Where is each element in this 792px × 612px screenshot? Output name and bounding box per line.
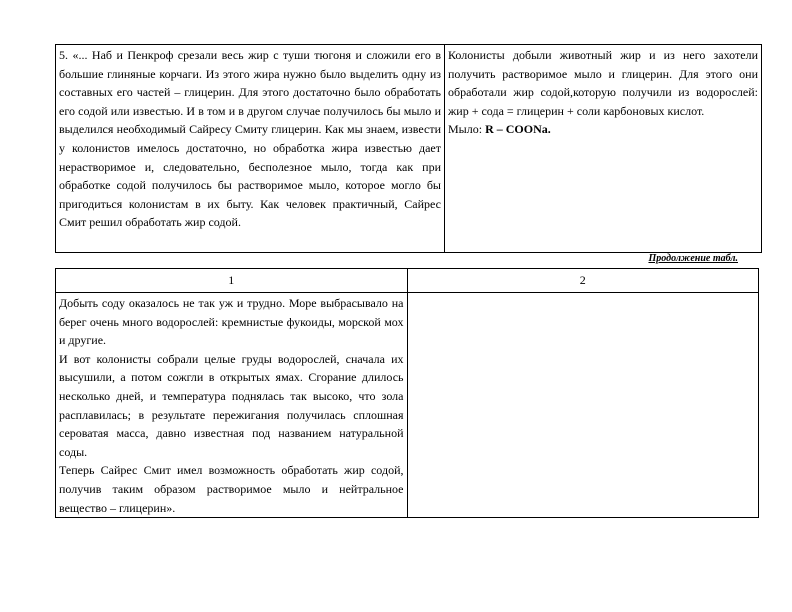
empty-answer-cell [407, 293, 759, 518]
paragraph-burning-seaweed: И вот колонисты собрали целые груды водорослей, сначала их высушили, а потом сожгли в открытых ямах. Сгорание длилось несколько дней, и температура поднялась так высоко, что зола расплавилась; в результате пережигания получилась сплошная сероватая масса, давно известная под названием натуральной соды. [59, 351, 404, 459]
task-5-answer-text: Колонисты добыли животный жир и из него захотели получить растворимое мыло и глицерин. Для этого они обработали жир содой,которую получили из водорослей: жир + сода = глицерин + соли карбоновых кислот. [448, 48, 758, 118]
table-row [56, 45, 762, 253]
paragraph-glycerin: Теперь Сайрес Смит имел возможность обработать жир содой, получив таким образом растворимое мыло и нейтральное вещество – глицерин». [59, 463, 404, 515]
table-row [56, 293, 759, 518]
table-header-row [56, 269, 759, 293]
column-header-2: 2 [407, 269, 759, 293]
column-header-1: 1 [56, 269, 408, 293]
paragraph-soda: Добыть соду оказалось не так уж и трудно. Море выбрасывало на берег очень много водорослей: кремнистые фукоиды, морской мох и другие. [59, 296, 404, 348]
soap-formula: R – COONa. [485, 122, 551, 137]
soap-label: Мыло: [448, 122, 483, 137]
first-table [55, 44, 762, 253]
task-5-text-cell [56, 45, 445, 253]
continuation-label: Продолжение табл. [648, 253, 738, 264]
task-5-text: 5. «... Наб и Пенкроф срезали весь жир с туши тюгоня и сложили его в большие глиняные корчаги. Из этого жира нужно было выделить одну из составных его частей – глицерин. Для этого достаточно было обработать его содой или известью. И в том и в другом случае получилось бы мыло и выделился необходимый Сайресу Смиту глицерин. Как мы знаем, извести у колонистов имелось достаточно, но обработка жира известью дает нерастворимое и, следовательно, бесполезное мыло, тогда как при обработке содой получилось бы растворимое мыло, которое могло бы пригодиться колонистам в их быту. Как человек практичный, Сайрес Смит решил обработать жир содой. [59, 48, 441, 230]
task-5-answer-cell [445, 45, 762, 253]
second-table [55, 268, 759, 518]
continued-text-cell [56, 293, 408, 518]
